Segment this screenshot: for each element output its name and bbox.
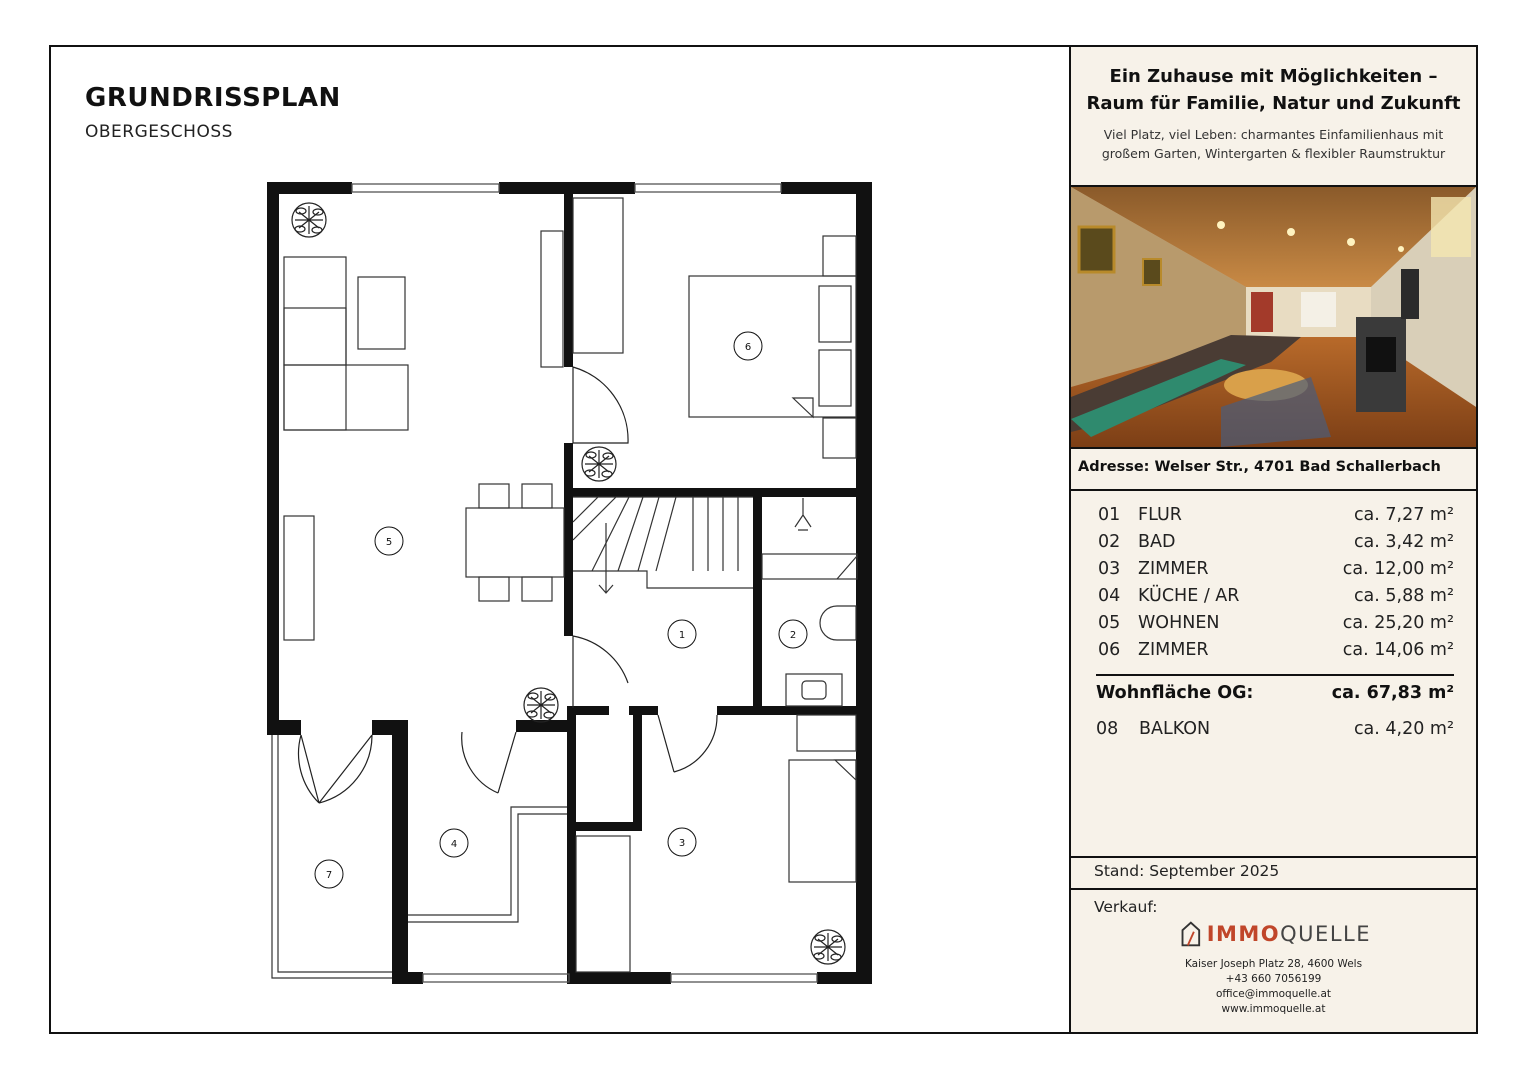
sideboard [284,516,314,640]
chair [522,577,552,601]
total-area-value: ca. 67,83 m² [1331,683,1454,703]
sofa [284,257,346,430]
window [352,184,499,192]
bed [689,276,856,417]
living-room-photo [1071,185,1476,449]
coffee-table [358,277,405,349]
wardrobe [573,198,623,353]
logo-accent-text: IMMO [1206,922,1281,946]
room-number: 05 [1098,612,1121,633]
property-address: Adresse: Welser Str., 4701 Bad Schallerbach [1078,459,1441,475]
room-marker [734,332,762,360]
svg-text:6: 6 [744,342,752,353]
shelf [541,231,563,367]
listing-teaser: Viel Platz, viel Leben: charmantes Einfamilienhaus mit großem Garten, Wintergarten & flexibler Raumstruktur [1101,127,1446,161]
wall [567,822,641,831]
nightstand [823,236,856,276]
room-marker [668,828,696,856]
bed [789,760,856,882]
room-row [1098,582,1454,609]
desk [797,715,856,751]
room-area: ca. 4,20 m² [1353,719,1454,739]
divider-line [1096,674,1454,676]
room-marker [668,620,696,648]
room-name: WOHNEN [1138,612,1220,633]
room-area: ca. 14,06 m² [1342,639,1454,660]
room-name: KÜCHE / AR [1138,585,1240,606]
immoquelle-logo [1181,914,1371,954]
room-row [1098,501,1454,528]
room-row [1098,636,1454,663]
room-marker [315,860,343,888]
verkauf-label: Verkauf: [1094,898,1158,916]
wall [267,182,352,194]
room-name: BAD [1138,531,1176,552]
toilet [820,606,856,640]
wall [817,972,872,984]
room-number: 03 [1098,558,1121,579]
wall [392,725,408,984]
balcony-outline [272,735,392,978]
wall [633,706,642,831]
contact-website[interactable]: www.immoquelle.at [1221,1003,1326,1015]
door [573,636,628,708]
room-area: ca. 3,42 m² [1353,531,1454,552]
chair [479,484,509,508]
contact-phone[interactable]: +43 660 7056199 [1225,973,1322,985]
window [635,184,781,192]
door [299,735,319,803]
svg-text:2: 2 [789,630,797,641]
stairs [573,497,753,588]
info-sidebar [1071,47,1476,1032]
room-marker [440,829,468,857]
room-row [1098,528,1454,555]
door [573,367,628,443]
room-area: ca. 7,27 m² [1353,504,1454,525]
room-number: 01 [1098,504,1121,525]
washbasin [786,674,842,706]
plant-icon [582,447,616,481]
contact-email[interactable]: office@immoquelle.at [1215,988,1332,1000]
room-marker [779,620,807,648]
room-list [1098,501,1454,663]
door [319,735,372,803]
chair [479,577,509,601]
room-number: 02 [1098,531,1121,552]
stand-date: Stand: September 2025 [1094,862,1280,880]
chair [522,484,552,508]
wall [267,720,301,735]
svg-text:5: 5 [385,537,393,548]
shower-head-icon [795,498,811,530]
room-name: ZIMMER [1138,558,1209,579]
wardrobe [576,836,630,972]
nightstand [823,418,856,458]
house-logo-icon [1181,917,1201,951]
room-area: ca. 12,00 m² [1342,558,1454,579]
divider-line [1071,489,1476,491]
total-area-row [1096,683,1454,703]
svg-text:7: 7 [325,870,333,881]
svg-text:4: 4 [450,839,458,850]
wall [564,488,866,497]
contact-address: Kaiser Joseph Platz 28, 4600 Wels [1184,958,1363,970]
svg-text:3: 3 [678,838,686,849]
room-row [1098,609,1454,636]
wall [564,443,573,636]
svg-text:1: 1 [678,630,686,641]
door [658,715,717,772]
room-number: 06 [1098,639,1121,660]
window [671,974,817,982]
logo-plain-text: QUELLE [1280,922,1371,946]
wall [717,706,866,715]
plan-title: GRUNDRISSPLAN [85,83,341,113]
sidebar-header [1071,47,1476,184]
room-area: ca. 5,88 m² [1353,585,1454,606]
wall [372,720,408,735]
room-area: ca. 25,20 m² [1342,612,1454,633]
balcony-row [1096,719,1454,739]
room-name: FLUR [1138,504,1182,525]
wall [564,194,573,367]
room-name: BALKON [1139,719,1211,739]
divider-line [1071,856,1476,858]
plant-icon [524,688,558,722]
room-number: 04 [1098,585,1121,606]
dining-table [466,508,564,577]
room-number: 08 [1096,719,1119,739]
plant-icon [811,930,845,964]
listing-headline: Ein Zuhause mit Möglichkeiten – Raum für Familie, Natur und Zukunft [1086,66,1461,114]
door [462,732,516,793]
floor-plan [262,178,878,990]
kitchen-counter [408,807,567,922]
divider-line [1071,888,1476,890]
wall [753,488,762,714]
room-name: ZIMMER [1138,639,1209,660]
plan-subtitle: OBERGESCHOSS [85,122,233,142]
window [423,974,569,982]
room-row [1098,555,1454,582]
shower [762,554,857,579]
wall [569,972,671,984]
contact-block [1071,957,1476,1017]
wall [267,182,279,735]
plant-icon [292,203,326,237]
room-marker [375,527,403,555]
total-area-label: Wohnfläche OG: [1096,683,1254,703]
wall [856,182,872,984]
wall [499,182,635,194]
wall [567,706,576,984]
